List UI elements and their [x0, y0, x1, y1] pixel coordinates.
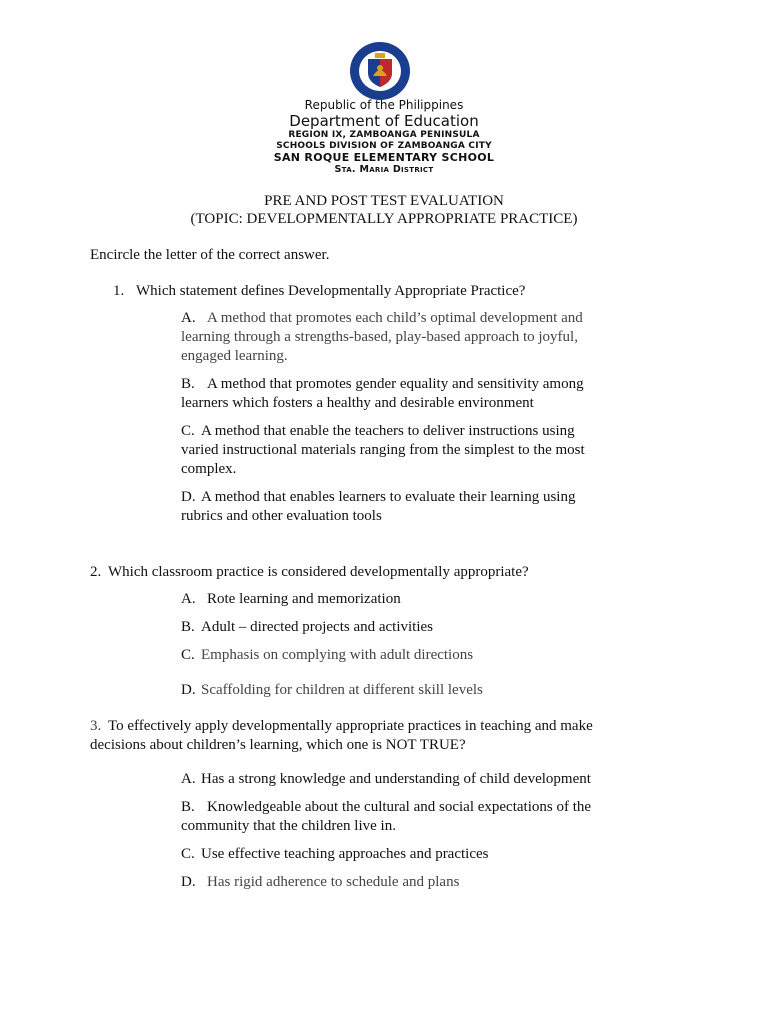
q3-option-b-letter[interactable]: B.	[181, 799, 195, 815]
q3-option-c-letter[interactable]: C.	[181, 846, 195, 862]
q1-option-c-line: varied instructional materials ranging from the simplest to the most	[181, 442, 585, 458]
question-2-text: Which classroom practice is considered developmentally appropriate?	[108, 564, 529, 580]
q1-option-d-line: A method that enables learners to evaluate their learning using	[201, 489, 576, 505]
district-label: Sta. Maria District	[334, 164, 434, 175]
question-2-number: 2.	[90, 564, 102, 580]
q3-option-a-letter[interactable]: A.	[181, 771, 196, 787]
question-3-number: 3.	[90, 718, 102, 734]
q1-option-a-line: engaged learning.	[181, 348, 288, 364]
question-3-text: decisions about children’s learning, which one is NOT TRUE?	[90, 737, 466, 753]
question-3-text: To effectively apply developmentally appropriate practices in teaching and make	[108, 718, 593, 734]
test-topic: (TOPIC: DEVELOPMENTALLY APPROPRIATE PRACTICE)	[190, 211, 578, 227]
q3-option-d-line: Has rigid adherence to schedule and plans	[207, 874, 460, 890]
q2-option-d-letter[interactable]: D.	[181, 682, 196, 698]
department-title: Department of Education	[289, 112, 479, 130]
q3-option-c-line: Use effective teaching approaches and practices	[201, 846, 489, 862]
region-label: REGION IX, ZAMBOANGA PENINSULA	[288, 130, 480, 140]
question-1-number: 1.	[113, 283, 125, 299]
q2-option-d-line: Scaffolding for children at different skill levels	[201, 682, 483, 698]
q2-option-c-letter[interactable]: C.	[181, 647, 195, 663]
q1-option-a-letter[interactable]: A.	[181, 310, 196, 326]
q1-option-c-letter[interactable]: C.	[181, 423, 195, 439]
question-1-text: Which statement defines Developmentally Appropriate Practice?	[136, 283, 526, 299]
instruction-text: Encircle the letter of the correct answer.	[90, 247, 330, 263]
test-title: PRE AND POST TEST EVALUATION	[264, 193, 504, 209]
q1-option-d-letter[interactable]: D.	[181, 489, 196, 505]
q1-option-c-line: complex.	[181, 461, 237, 477]
q1-option-a-line: learning through a strengths-based, play-based approach to joyful,	[181, 329, 578, 345]
q3-option-a-line: Has a strong knowledge and understanding of child development	[201, 771, 591, 787]
q1-option-b-line: learners which fosters a healthy and desirable environment	[181, 395, 534, 411]
q3-option-b-line: Knowledgeable about the cultural and social expectations of the	[207, 799, 592, 815]
q1-option-b-letter[interactable]: B.	[181, 376, 195, 392]
q3-option-d-letter[interactable]: D.	[181, 874, 196, 890]
deped-seal-icon	[342, 40, 418, 102]
q2-option-b-line: Adult – directed projects and activities	[201, 619, 434, 635]
q2-option-a-letter[interactable]: A.	[181, 591, 196, 607]
q1-option-b-line: A method that promotes gender equality and sensitivity among	[207, 376, 584, 392]
republic-label: Republic of the Philippines	[304, 98, 464, 112]
q1-option-c-line: A method that enable the teachers to deliver instructions using	[201, 423, 575, 439]
q2-option-c-line: Emphasis on complying with adult directions	[201, 647, 474, 663]
q2-option-b-letter[interactable]: B.	[181, 619, 195, 635]
q2-option-a-line: Rote learning and memorization	[207, 591, 401, 607]
q1-option-d-line: rubrics and other evaluation tools	[181, 508, 382, 524]
school-name: SAN ROQUE ELEMENTARY SCHOOL	[273, 151, 495, 164]
q1-option-a-line: A method that promotes each child’s optimal development and	[207, 310, 583, 326]
q3-option-b-line: community that the children live in.	[181, 818, 396, 834]
division-label: SCHOOLS DIVISION OF ZAMBOANGA CITY	[276, 141, 492, 151]
